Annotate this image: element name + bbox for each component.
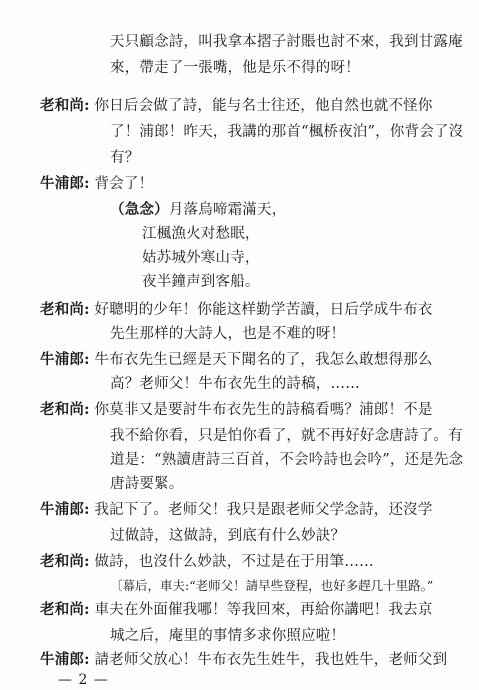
dialogue-line: 老和尚: 你莫非又是要討牛布衣先生的詩稿看嗎？浦郎！不是 <box>40 401 433 418</box>
dialogue-line: 有？ <box>110 150 140 166</box>
speaker-name: 牛浦郎: <box>40 351 90 368</box>
dialogue-line: 了！浦郎！昨天，我講的那首“楓桥夜泊”，你背会了沒 <box>110 124 464 140</box>
dialogue-line: 牛浦郎: 請老师父放心！牛布衣先生姓牛，我也姓牛，老师父到 <box>40 651 448 668</box>
dialogue-line: 天只顧念詩，叫我拿本摺子討賬也討不來，我到甘露庵 <box>110 34 463 50</box>
speaker-name: 牛浦郎: <box>40 651 90 668</box>
poem-line: 姑苏城外寒山寺， <box>142 250 260 266</box>
poem-line: 江楓漁火对愁眠， <box>142 226 260 242</box>
speaker-name: 牛浦郎: <box>40 175 90 192</box>
stage-direction: （急念） <box>110 201 169 218</box>
dialogue-line: 老和尚: 做詩，也沒什么妙訣，不过是在于用筆…… <box>40 553 374 570</box>
speaker-name: 老和尚: <box>40 601 90 618</box>
dialogue-line: 过做詩，这做詩，到底有什么妙訣？ <box>110 528 346 544</box>
dialogue-line: 牛浦郎: 背会了！ <box>40 175 154 192</box>
dialogue-line: 城之后，庵里的事情多求你照应啦！ <box>110 628 346 644</box>
dialogue-line: 來，帶走了一張嘴，他是乐不得的呀！ <box>110 60 360 76</box>
dialogue-line: 老和尚: 好聰明的少年！你能这样勤学苦讀，日后学成牛布衣 <box>40 301 433 318</box>
stage-note: 〔幕后，車夫:“老师父！請早些登程，也好多趕几十里路。” <box>110 578 434 593</box>
dialogue-line: 道是：“熟讀唐詩三百首，不会吟詩也会吟”，还是先念 <box>110 452 464 468</box>
dialogue-line: 牛浦郎: 我記下了。老师父！我只是跟老师父学念詩，还沒学 <box>40 501 433 518</box>
speaker-name: 老和尚: <box>40 301 90 318</box>
dialogue-line: 牛浦郎: 牛布衣先生已經是天下聞名的了，我怎么敢想得那么 <box>40 351 433 368</box>
speaker-name: 老和尚: <box>40 97 90 114</box>
dialogue-line: 老和尚: 你日后会做了詩，能与名士往还，他自然也就不怪你 <box>40 97 433 114</box>
dialogue-line: 唐詩要緊。 <box>110 476 184 492</box>
dialogue-line: 老和尚: 車夫在外面催我哪！等我回來，再給你講吧！我去京 <box>40 601 433 618</box>
speaker-name: 老和尚: <box>40 401 90 418</box>
page-number: — 2 — <box>58 672 109 688</box>
speaker-name: 牛浦郎: <box>40 501 90 518</box>
dialogue-line: 高？老师父！牛布衣先生的詩稿，…… <box>110 376 360 392</box>
dialogue-line: 先生那样的大詩人，也是不难的呀！ <box>110 326 346 342</box>
dialogue-line: 我不給你看，只是怕你看了，就不再好好念唐詩了。有 <box>110 428 463 444</box>
poem-line: （急念）月落烏啼霜滿天， <box>110 201 287 218</box>
poem-line: 夜半鐘声到客船。 <box>142 274 260 290</box>
speaker-name: 老和尚: <box>40 553 90 570</box>
